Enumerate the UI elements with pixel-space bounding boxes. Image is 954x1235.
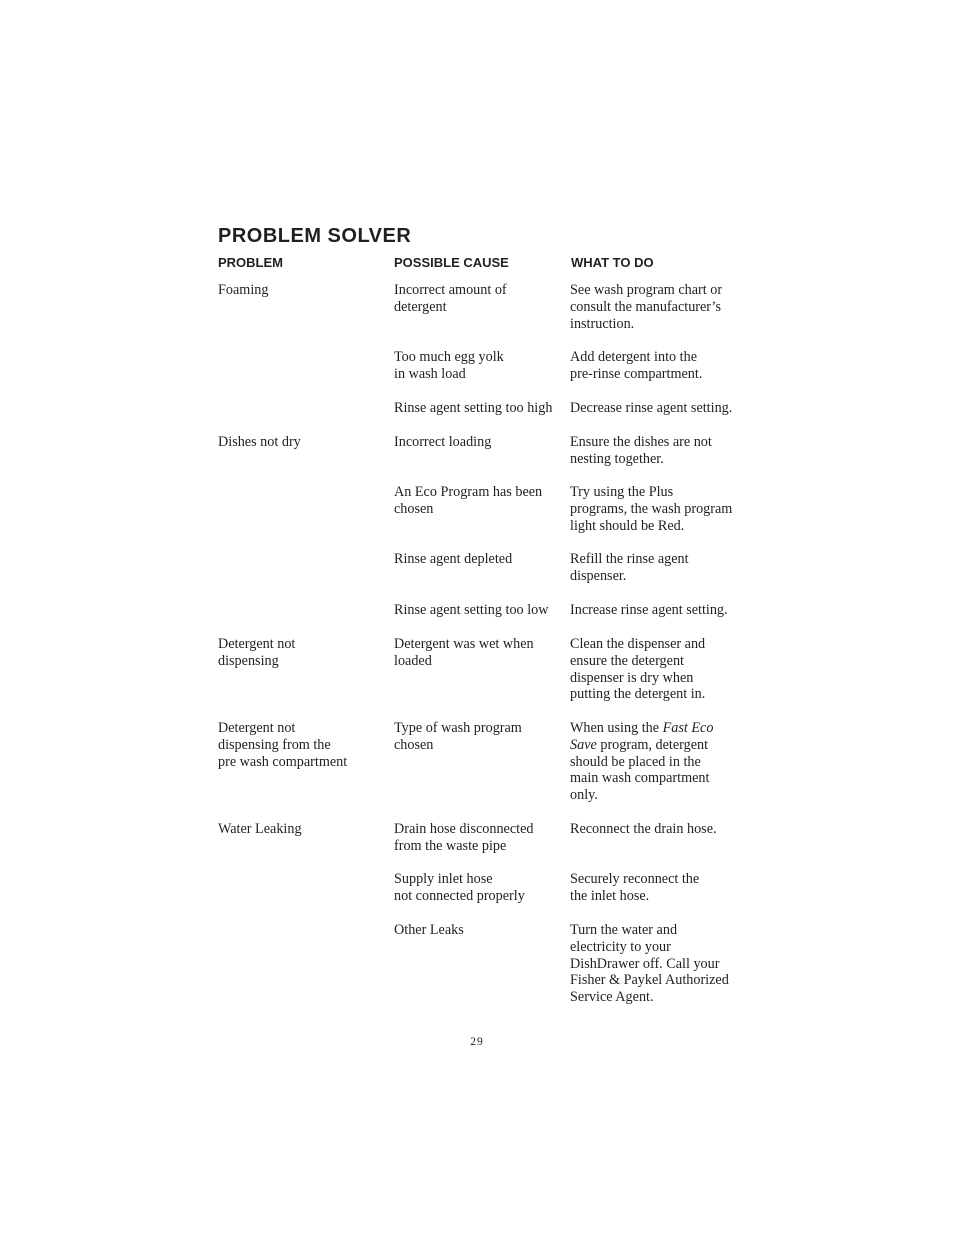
solution-cell: Clean the dispenser and ensure the detergent dispenser is dry when putting the detergent in. xyxy=(570,636,706,703)
program-name-save: Save xyxy=(570,736,597,753)
solution-cell: Refill the rinse agent dispenser. xyxy=(570,551,689,584)
solution-cell: Turn the water and electricity to your DishDrawer off. Call your Fisher & Paykel Authorized Service Agent. xyxy=(570,922,729,1006)
page-title: PROBLEM SOLVER xyxy=(218,225,412,247)
solution-cell: Securely reconnect the the inlet hose. xyxy=(570,871,700,904)
solution-cell: Increase rinse agent setting. xyxy=(570,602,728,618)
solution-cell: Add detergent into the pre-rinse compartment. xyxy=(570,349,703,382)
cause-cell: Detergent was wet when loaded xyxy=(394,636,534,669)
cause-cell: Incorrect loading xyxy=(394,434,492,450)
problem-cell: Detergent not dispensing xyxy=(218,636,296,669)
problem-cell: Detergent not dispensing from the pre wash compartment xyxy=(218,720,348,770)
cause-cell: Rinse agent setting too low xyxy=(394,602,549,618)
page-number: 29 xyxy=(470,1036,484,1048)
cause-cell: Rinse agent setting too high xyxy=(394,400,553,416)
solution-cell: Reconnect the drain hose. xyxy=(570,821,717,837)
solution-cell: See wash program chart or consult the manufacturer’s instruction. xyxy=(570,282,723,332)
cause-cell: An Eco Program has been chosen xyxy=(394,484,543,517)
problem-cell: Foaming xyxy=(218,282,269,298)
solution-cell xyxy=(570,720,754,804)
problem-cell: Dishes not dry xyxy=(218,434,301,450)
solution-cell: Ensure the dishes are not nesting together. xyxy=(570,434,712,467)
cause-cell: Incorrect amount of detergent xyxy=(394,282,507,315)
solution-text: When using the xyxy=(570,720,663,736)
cause-cell: Drain hose disconnected from the waste pipe xyxy=(394,821,534,854)
cause-cell: Too much egg yolk in wash load xyxy=(394,349,504,382)
column-header-what-to-do: WHAT TO DO xyxy=(571,255,654,270)
solution-text: program, detergent should be placed in the main wash compartment only. xyxy=(570,736,710,804)
cause-cell: Rinse agent depleted xyxy=(394,551,513,567)
cause-cell: Other Leaks xyxy=(394,922,464,938)
cause-cell: Supply inlet hose not connected properly xyxy=(394,871,525,904)
solution-cell: Try using the Plus programs, the wash program light should be Red. xyxy=(570,484,733,534)
column-header-problem: PROBLEM xyxy=(218,255,283,270)
cause-cell: Type of wash program chosen xyxy=(394,720,522,753)
column-header-possible-cause: POSSIBLE CAUSE xyxy=(394,255,509,270)
problem-cell: Water Leaking xyxy=(218,821,302,837)
solution-cell: Decrease rinse agent setting. xyxy=(570,400,733,416)
program-name-fast-eco: Fast Eco xyxy=(662,720,714,736)
